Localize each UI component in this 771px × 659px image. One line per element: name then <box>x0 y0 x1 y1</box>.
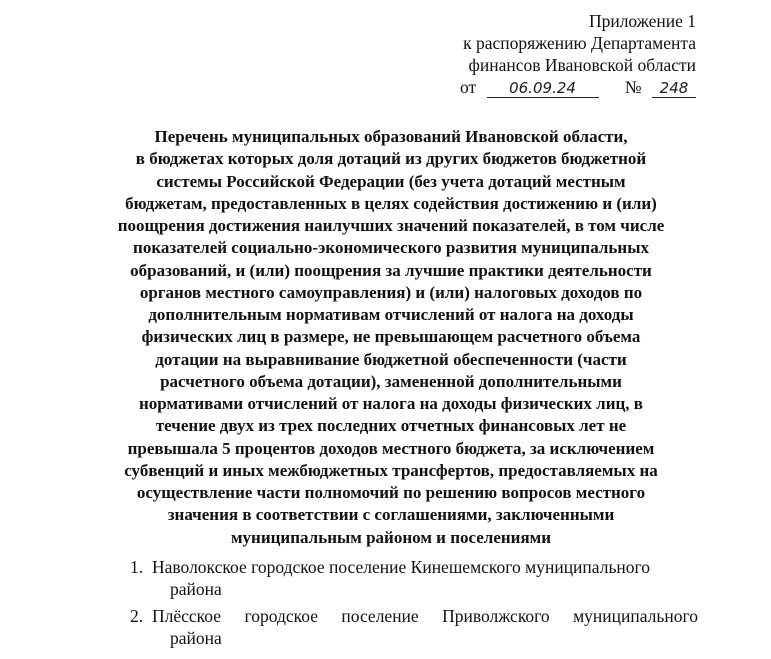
word: муниципального <box>573 606 698 626</box>
from-label: от <box>460 77 477 97</box>
title-line: в бюджетах которых доля дотаций из других бюджетов бюджетной <box>135 149 647 169</box>
title-line: физических лиц в размере, не превышающем расчетного объема <box>141 327 641 347</box>
list-item-number: 1. <box>130 557 144 577</box>
title-line: течение двух из трех последних отчетных финансовых лет не <box>155 416 627 436</box>
order-date-number-row <box>460 76 696 98</box>
title-line: бюджетам, предоставленных в целях содействия достижению и (или) <box>125 193 657 213</box>
handwritten-date: 06.09.24 <box>487 79 599 98</box>
title-line: субвенций и иных межбюджетных трансфертов, предоставляемых на <box>124 460 658 480</box>
title-line: системы Российской Федерации (без учета дотаций местным <box>156 171 626 191</box>
title-line: дотации на выравнивание бюджетной обеспеченности (части <box>155 349 627 369</box>
list-item-text-cont: района <box>170 628 222 648</box>
appendix-order-ref: к распоряжению Департамента <box>463 33 696 53</box>
list-item <box>130 556 698 600</box>
list-item-text <box>148 605 698 627</box>
title-line: расчетного объема дотации), замененной дополнительными <box>160 371 622 391</box>
list-item-text: Наволокское городское поселение Кинешемского муниципального <box>152 557 651 577</box>
title-line: нормативами отчислений от налога на доходы физических лиц, в <box>139 394 643 413</box>
municipality-list <box>130 556 698 654</box>
handwritten-number: 248 <box>652 79 696 98</box>
title-line: поощрения достижения наилучших значений показателей, в том числе <box>117 216 665 235</box>
list-item-number: 2. <box>130 606 144 626</box>
list-item <box>130 605 698 649</box>
list-item-text-cont: района <box>170 579 222 599</box>
title-line: образований, и (или) поощрения за лучшие практики деятельности <box>130 260 652 280</box>
title-line: превышала 5 процентов доходов местного бюджета, за исключением <box>127 438 655 458</box>
word: Приволжского <box>442 606 550 626</box>
title-line: муниципальным районом и поселениями <box>230 527 552 547</box>
title-line: органов местного самоуправления) и (или) налоговых доходов по <box>139 282 643 302</box>
title-line: показателей социально-экономического развития муниципальных <box>133 238 649 258</box>
appendix-block <box>460 10 696 98</box>
title-line: осуществление части полномочий по решению вопросов местного <box>136 483 646 502</box>
number-label: № <box>624 77 642 97</box>
document-title <box>95 126 687 549</box>
appendix-title: Приложение 1 <box>588 11 696 31</box>
word: городское <box>244 606 318 626</box>
word: поселение <box>341 606 419 626</box>
word: Плёсское <box>152 606 222 626</box>
title-line: дополнительным нормативам отчислений от налога на доходы <box>148 305 634 324</box>
title-line: Перечень муниципальных образований Ивановской области, <box>154 127 628 146</box>
title-line: значения в соответствии с соглашениями, заключенными <box>167 505 615 525</box>
appendix-department: финансов Ивановской области <box>468 55 696 75</box>
